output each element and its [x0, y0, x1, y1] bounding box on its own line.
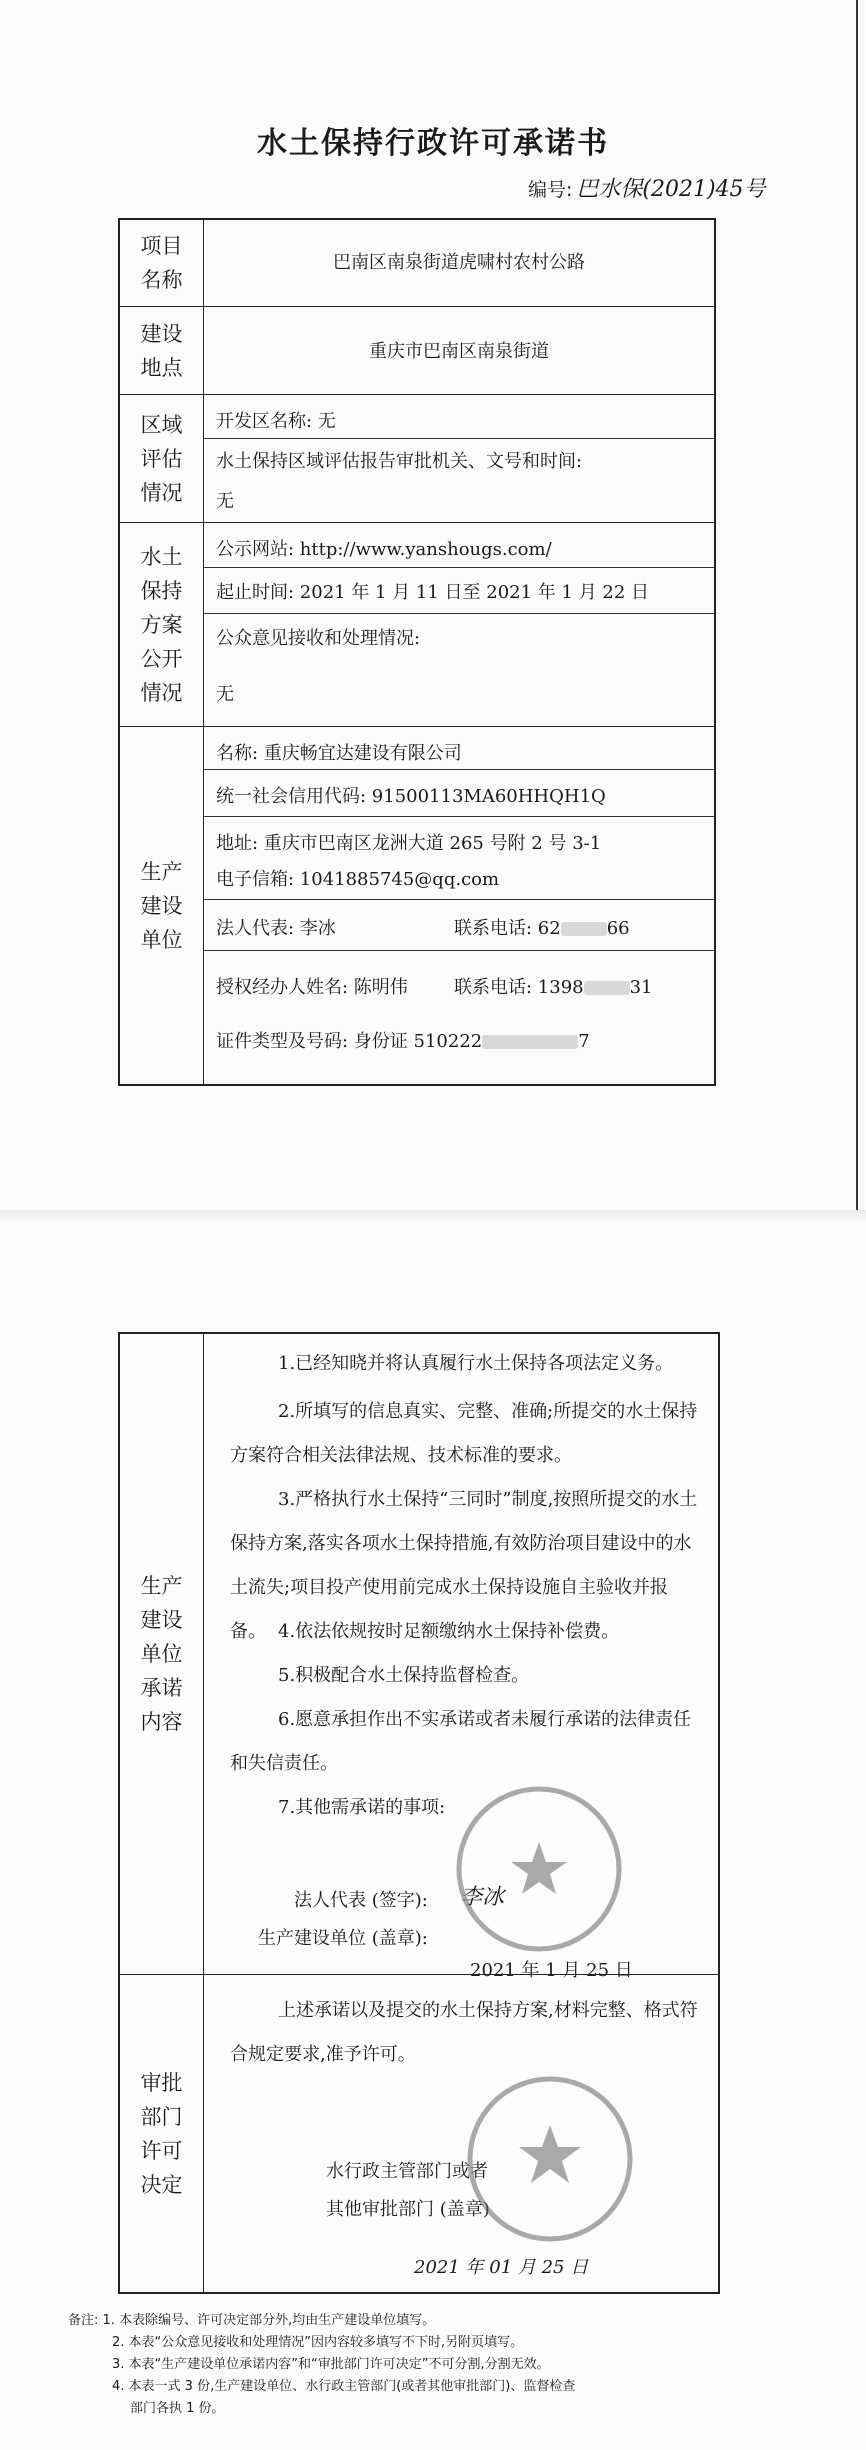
page-1: [0, 0, 866, 1220]
sign-legal-rep: 法人代表 (签字):: [294, 1890, 428, 1911]
unit-legal-rep: 法人代表: 李冰: [216, 918, 336, 939]
sign-date: 2021 年 1 月 25 日: [470, 1960, 633, 1981]
promise-6: 6.愿意承担作出不实承诺或者未履行承诺的法律责任和失信责任。: [230, 1709, 692, 1774]
note-3: 3. 本表“生产建设单位承诺内容”和“审批部门许可决定”不可分割,分割无效。: [112, 2357, 550, 2372]
row-promises: [120, 1334, 718, 1981]
unit-email: 电子信箱: 1041885745@qq.com: [216, 869, 500, 890]
page-edge-line: [856, 0, 858, 1210]
note-1: 1. 本表除编号、许可决定部分外,均由生产建设单位填写。: [102, 2313, 436, 2328]
dev-zone: 开发区名称: 无: [216, 411, 336, 432]
page-2: [0, 1220, 866, 2450]
signature-handwritten: 李冰: [460, 1885, 505, 1910]
unit-id-doc: 证件类型及号码: 身份证 510222 7: [216, 1031, 590, 1052]
unit-legal-phone: 联系电话: 62 66: [454, 918, 630, 939]
disclosure-period: 起止时间: 2021 年 1 月 11 日至 2021 年 1 月 22 日: [216, 582, 650, 603]
decision-date: 2021 年 01 月 25 日: [414, 2257, 589, 2278]
promise-2: 2.所填写的信息真实、完整、准确;所提交的水土保持方案符合相关法律法规、技术标准的要求。: [230, 1401, 698, 1466]
unit-address: 地址: 重庆市巴南区龙洲大道 265 号附 2 号 3-1: [216, 833, 602, 854]
feedback-label: 公众意见接收和处理情况:: [216, 628, 421, 649]
row-unit: [120, 726, 714, 1085]
promise-table: [118, 1332, 720, 2294]
sign-unit: 生产建设单位 (盖章):: [258, 1928, 428, 1949]
unit-credit-code: 统一社会信用代码: 91500113MA60HHQH1Q: [216, 786, 606, 807]
serial-value: 巴水保(2021)45号: [576, 177, 766, 202]
row-decision: [120, 1974, 718, 2293]
serial-number: [528, 172, 766, 203]
row-region: [120, 394, 714, 523]
document-title: 水土保持行政许可承诺书: [257, 126, 609, 161]
unit-agent-phone: 联系电话: 1398 31: [454, 977, 653, 998]
region-report-value: 无: [216, 491, 234, 512]
unit-label: 生产建设单位: [120, 727, 204, 1085]
authority-line-2: 其他审批部门 (盖章): [326, 2199, 490, 2220]
unit-name: 名称: 重庆畅宜达建设有限公司: [216, 743, 462, 764]
promise-3: 3.严格执行水土保持“三同时”制度,按照所提交的水土保持方案,落实各项水土保持措施,有效防治项目建设中的水土流失;项目投产使用前完成水土保持设施自主验收并报备。: [230, 1489, 698, 1642]
row-disclosure: [120, 522, 714, 727]
note-2: 2. 本表“公众意见接收和处理情况”因内容较多填写不下时,另附页填写。: [112, 2335, 524, 2350]
project-value: 巴南区南泉街道虎啸村农村公路: [333, 252, 585, 273]
region-label: 区域评估情况: [120, 395, 204, 523]
authority-seal: [464, 2073, 636, 2245]
info-table: [118, 218, 716, 1086]
location-label: 建设地点: [120, 307, 204, 395]
promise-4: 4.依法依规按时足额缴纳水土保持补偿费。: [278, 1621, 620, 1642]
project-label: 项目名称: [120, 220, 204, 306]
disclosure-label: 水土保持方案公开情况: [120, 523, 204, 727]
disclosure-website: 公示网站: http://www.yanshougs.com/: [216, 539, 552, 560]
promise-label: 生产建设单位承诺内容: [120, 1334, 204, 1974]
serial-label: 编号:: [528, 179, 573, 201]
notes-prefix: 备注:: [68, 2313, 99, 2328]
region-report-label: 水土保持区域评估报告审批机关、文号和时间:: [216, 451, 583, 472]
decision-text: 上述承诺以及提交的水土保持方案,材料完整、格式符合规定要求,准予许可。: [230, 2000, 698, 2065]
row-project: [120, 220, 714, 306]
promise-7: 7.其他需承诺的事项:: [278, 1797, 446, 1818]
row-location: [120, 306, 714, 395]
location-value: 重庆市巴南区南泉街道: [369, 341, 549, 362]
promise-5: 5.积极配合水土保持监督检查。: [278, 1665, 530, 1686]
decision-label: 审批部门许可决定: [120, 1975, 204, 2293]
company-seal: [454, 1784, 624, 1954]
feedback-value: 无: [216, 684, 234, 705]
unit-agent: 授权经办人姓名: 陈明伟: [216, 977, 408, 998]
note-4: 4. 本表一式 3 份,生产建设单位、水行政主管部门(或者其他审批部门)、监督检查: [112, 2379, 576, 2394]
note-4-cont: 部门各执 1 份。: [130, 2401, 225, 2416]
authority-line-1: 水行政主管部门或者: [326, 2161, 488, 2182]
notes: [68, 2310, 576, 2420]
promise-1: 1.已经知晓并将认真履行水土保持各项法定义务。: [278, 1353, 674, 1374]
